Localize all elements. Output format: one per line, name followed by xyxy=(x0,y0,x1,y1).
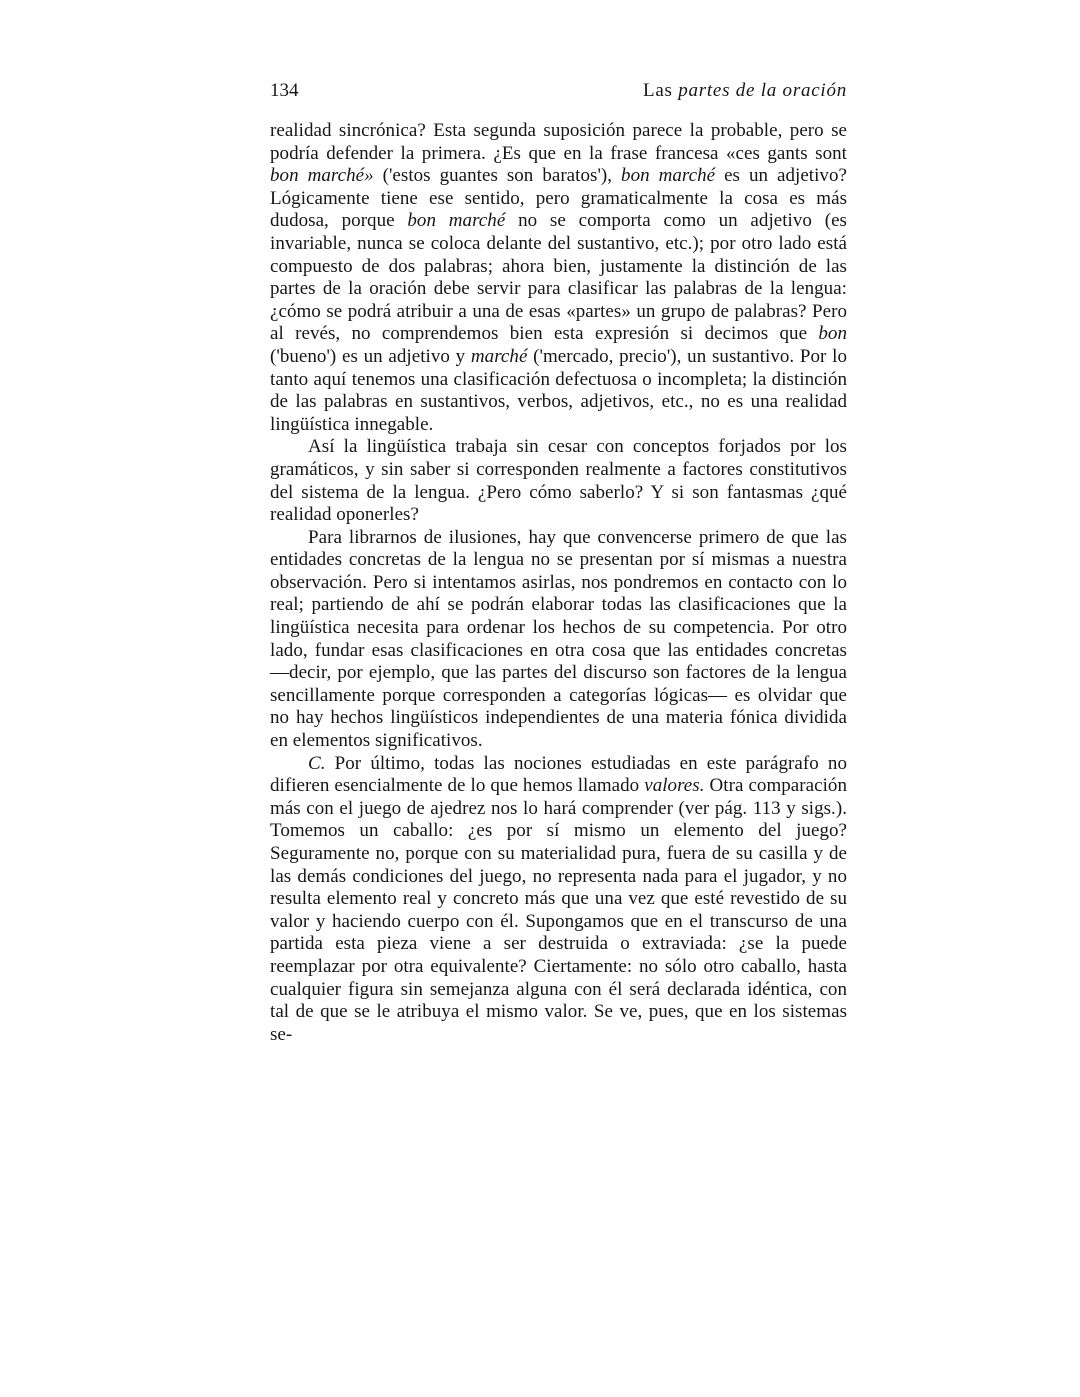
running-title-italic: partes de la oración xyxy=(678,80,847,101)
text-run: es un adjetivo? Lógicamente tiene ese sentido, pero gramaticalmente la cosa es más dudosa, porque xyxy=(270,165,847,232)
text-run: Otra comparación más con el juego de ajedrez nos lo hará comprender (ver pág. 113 y sigs.). Tomemos un caballo: ¿es por sí mismo un elemento del juego? Seguramente no, porque con su materialidad pura, fuera de su casilla y de las demás condiciones del juego, no representa nada para el jugador, y no resulta elemento real y concreto más que una vez que esté revestido de su valor y haciendo cuerpo con él. Supongamos que en el transcurso de una partida esta pieza viene a ser destruida o extraviada: ¿se la puede reemplazar por otra equivalente? Ciertamente: no sólo otro caballo, hasta cualquier figura sin semejanza alguna con él será declarada idéntica, con tal de que se le atribuya el mismo valor. Se ve, pues, que en los sistemas se- xyxy=(270,775,847,1045)
italic-text-run: bon xyxy=(818,323,847,345)
italic-text-run: bon marché xyxy=(407,210,506,232)
paragraph xyxy=(270,120,847,436)
italic-text-run: valores. xyxy=(644,775,705,797)
text-body xyxy=(270,120,847,1046)
italic-text-run: bon marché» xyxy=(270,165,374,187)
italic-text-run: C. xyxy=(308,752,326,774)
text-run: ('estos guantes son baratos'), xyxy=(373,165,622,187)
running-title xyxy=(643,80,847,102)
text-run: Para librarnos de ilusiones, hay que convencerse primero de que las entidades concretas de la lengua no se presentan por sí mismas a nuestra observación. Pero si intentamos asirlas, nos pondremos en contacto con lo real; partiendo de ahí se podrán elaborar todas las clasificaciones que la lingüística necesita para ordenar los hechos de su competencia. Por otro lado, fundar esas clasificaciones en otra cosa que las entidades concretas —decir, por ejemplo, que las partes del discurso son factores de la lengua sencillamente porque corresponden a categorías lógicas— es olvidar que no hay hechos lingüísticos independientes de una materia fónica dividida en elementos significativos. xyxy=(270,526,847,752)
text-run: Por último, todas las nociones estudiadas en este parágrafo no difieren esencialmente de lo que hemos llamado xyxy=(270,752,847,797)
text-run: realidad sincrónica? Esta segunda suposición parece la probable, pero se podría defender la primera. ¿Es que en la frase francesa «ces gants sont xyxy=(270,120,847,164)
page-header xyxy=(270,80,847,102)
text-run: ('bueno') es un adjetivo y xyxy=(270,345,471,367)
italic-text-run: bon marché xyxy=(621,165,716,187)
text-run: Así la lingüística trabaja sin cesar con conceptos forjados por los gramáticos, y sin saber si corresponden realmente a factores constitutivos del sistema de la lengua. ¿Pero cómo saberlo? Y si son fantasmas ¿qué realidad oponerles? xyxy=(270,436,847,526)
text-run: no se comporta como un adjetivo (es invariable, nunca se coloca delante del sustantivo, etc.); por otro lado está compuesto de dos palabras; ahora bien, justamente la distinción de las partes de la oración debe servir para clasificar las palabras de la lengua: ¿cómo se podrá atribuir a una de esas «partes» un grupo de palabras? Pero al revés, no comprendemos bien esta expresión si decimos que xyxy=(270,210,847,345)
page-number: 134 xyxy=(270,80,299,101)
paragraph xyxy=(270,436,847,526)
paragraph xyxy=(270,753,847,1047)
paragraph xyxy=(270,527,847,753)
italic-text-run: marché xyxy=(470,345,528,367)
running-title-roman: Las xyxy=(642,80,679,101)
text-run: ('mercado, precio'), un sustantivo. Por lo tanto aquí tenemos una clasificación defectuosa o incompleta; la distinción de las palabras en sustantivos, verbos, adjetivos, etc., no es una realidad lingüística innegable. xyxy=(270,345,847,435)
